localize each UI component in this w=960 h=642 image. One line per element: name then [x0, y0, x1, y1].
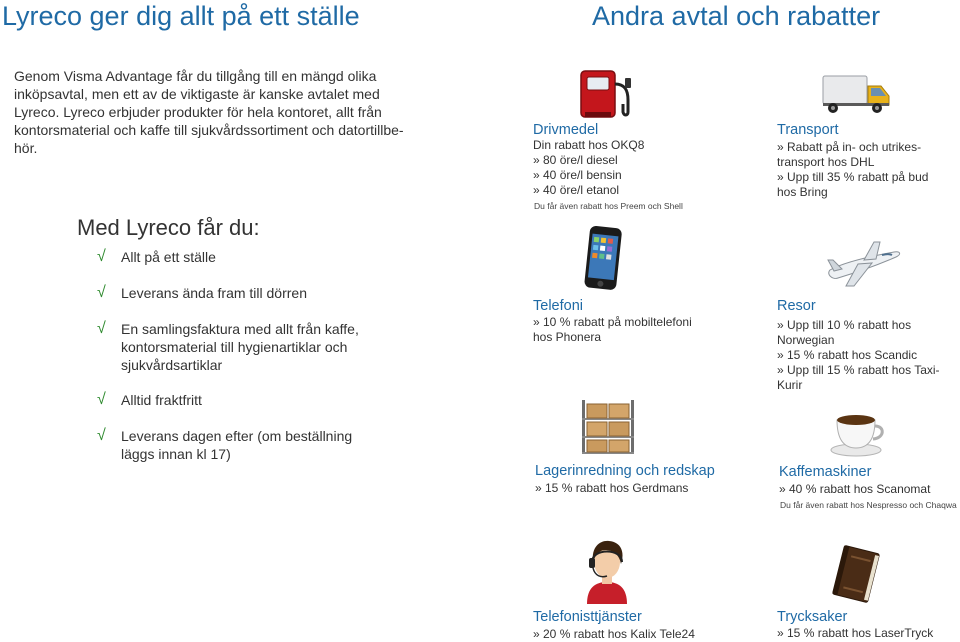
mobile-phone-icon — [583, 225, 625, 293]
offer-line: » 15 % rabatt hos LaserTryck — [777, 626, 934, 640]
offer-line: » 40 öre/l bensin — [533, 168, 622, 182]
storage-shelf-icon — [580, 398, 636, 456]
offer-line: Din rabatt hos OKQ8 — [533, 138, 645, 152]
offer-note: Du får även rabatt hos Nespresso och Chaqwa — [780, 500, 957, 510]
offer-line: » Upp till 35 % rabatt på bud — [777, 170, 929, 184]
offer-line: transport hos DHL — [777, 155, 875, 169]
benefit-line: Leverans ända fram till dörren — [121, 285, 307, 301]
printed-book-icon — [828, 543, 884, 605]
benefit-line: Alltid fraktfritt — [121, 392, 202, 408]
offer-line: hos Phonera — [533, 330, 602, 344]
main-title: Lyreco ger dig allt på ett ställe — [2, 1, 360, 31]
truck-icon — [821, 72, 893, 114]
offer-line: » 15 % rabatt hos Scandic — [777, 348, 918, 362]
intro-line: kontorsmaterial och kaffe till sjukvårdssortiment och datortillbe- — [14, 122, 404, 138]
offer-title: Kaffemaskiner — [779, 464, 872, 480]
benefits-title: Med Lyreco får du: — [77, 215, 260, 240]
offers-title: Andra avtal och rabatter — [592, 1, 881, 31]
check-icon: √ — [97, 391, 106, 408]
offer-title: Telefonisttjänster — [533, 609, 642, 625]
check-icon: √ — [97, 427, 106, 444]
offer-line: » Upp till 15 % rabatt hos Taxi- — [777, 363, 940, 377]
offer-title: Drivmedel — [533, 122, 599, 138]
intro-line: Lyreco. Lyreco erbjuder produkter för hela kontoret, allt från — [14, 104, 382, 120]
intro-line: hör. — [14, 140, 38, 156]
offer-title: Telefoni — [533, 298, 583, 314]
benefit-line: sjukvårdsartiklar — [121, 357, 223, 373]
offer-line: » 15 % rabatt hos Gerdmans — [535, 481, 689, 495]
offer-line: » 10 % rabatt på mobiltelefoni — [533, 315, 692, 329]
check-icon: √ — [97, 320, 106, 337]
fuel-pump-icon — [578, 68, 636, 120]
offer-line: » 80 öre/l diesel — [533, 153, 618, 167]
check-icon: √ — [97, 284, 106, 301]
benefit-line: Allt på ett ställe — [121, 249, 216, 265]
offer-title: Lagerinredning och redskap — [535, 463, 715, 479]
benefit-line: Leverans dagen efter (om beställning — [121, 428, 353, 444]
offer-line: hos Bring — [777, 185, 828, 199]
offer-note: Du får även rabatt hos Preem och Shell — [534, 201, 683, 211]
intro-line: Genom Visma Advantage får du tillgång till en mängd olika — [14, 68, 377, 84]
airplane-icon — [824, 238, 904, 290]
benefit-line: läggs innan kl 17) — [121, 446, 231, 462]
offer-title: Transport — [777, 122, 839, 138]
check-icon: √ — [97, 248, 106, 265]
benefit-line: kontorsmaterial till hygienartiklar och — [121, 339, 348, 355]
offer-title: Trycksaker — [777, 609, 848, 625]
coffee-cup-icon — [829, 410, 887, 458]
benefit-line: En samlingsfaktura med allt från kaffe, — [121, 321, 359, 337]
offer-line: » 20 % rabatt hos Kalix Tele24 — [533, 627, 695, 641]
headset-operator-icon — [583, 538, 631, 604]
offer-line: Kurir — [777, 378, 803, 392]
offer-line: » Rabatt på in- och utrikes- — [777, 140, 922, 154]
offer-line: Norwegian — [777, 333, 835, 347]
intro-line: inköpsavtal, men ett av de viktigaste är kanske avtalet med — [14, 86, 380, 102]
offer-line: » 40 % rabatt hos Scanomat — [779, 482, 931, 496]
offer-line: » 40 öre/l etanol — [533, 183, 620, 197]
offer-title: Resor — [777, 298, 816, 314]
offer-line: » Upp till 10 % rabatt hos — [777, 318, 912, 332]
